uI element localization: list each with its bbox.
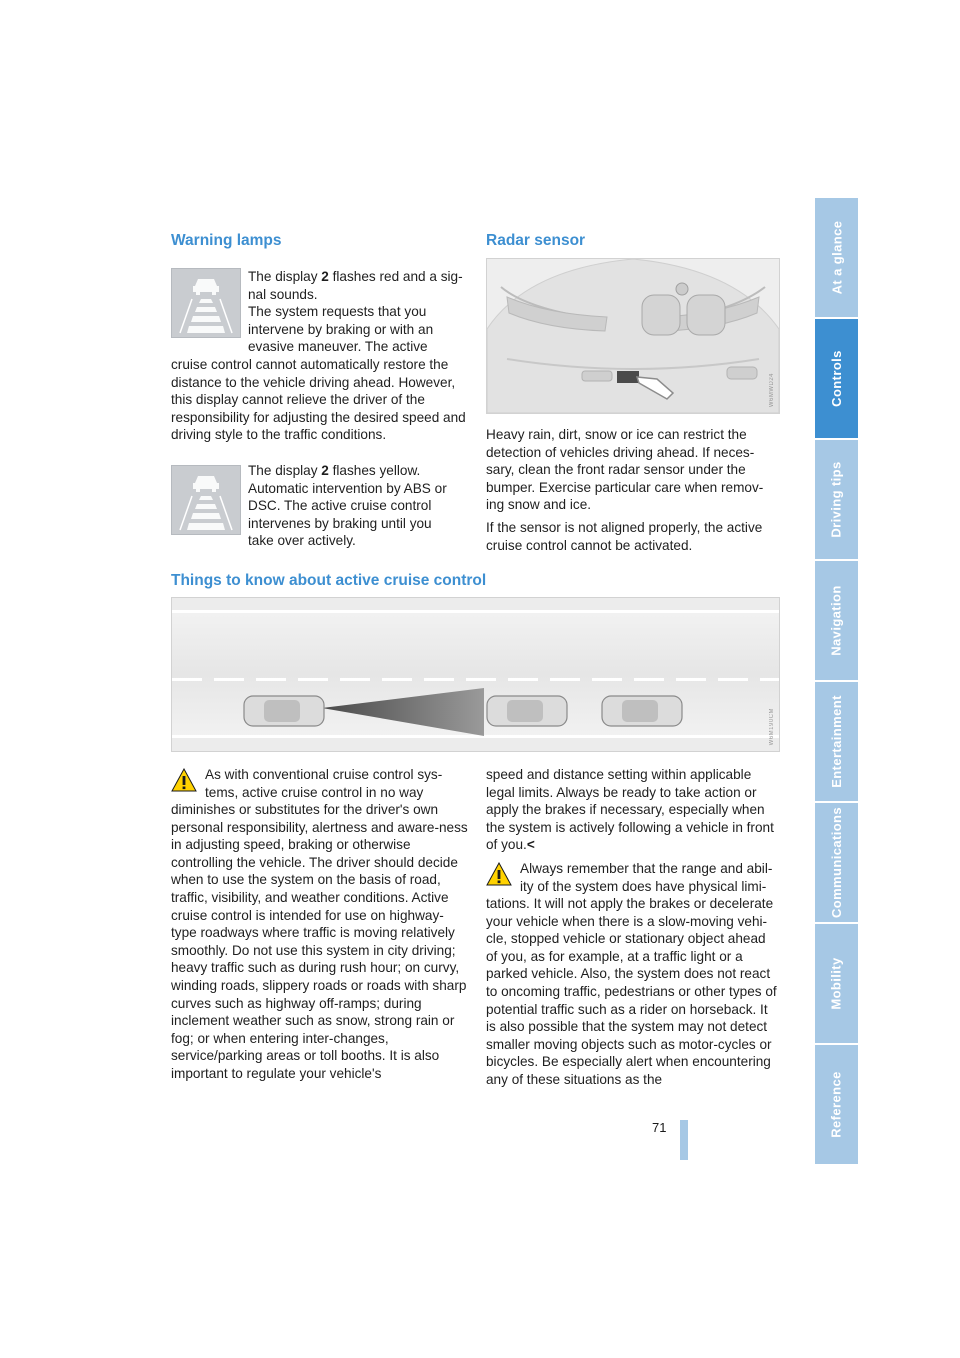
lamp1-body: cruise control cannot automatically restore the distance to the vehicle driving ahead. However, this display cannot relieve the driver of the responsibility for adjusting the desired speed and driving style to the traffic conditions. xyxy=(171,357,466,443)
page-number: 71 xyxy=(652,1120,667,1135)
tab-entertainment[interactable]: Entertainment xyxy=(815,682,858,801)
tab-navigation[interactable]: Navigation xyxy=(815,561,858,680)
cruise-control-vehicle-ahead-icon xyxy=(172,269,240,337)
road-illustration xyxy=(172,598,779,751)
lamp1-intro: The display 2 flashes red and a sig-nal sounds. The system requests that you intervene by braking or with an evasive maneuver. The active xyxy=(248,269,463,355)
yellow-lamp-image xyxy=(171,465,241,535)
tab-at-a-glance[interactable]: At a glance xyxy=(815,198,858,317)
diagram-image-code: W6M190CM xyxy=(769,707,775,745)
radar-sensor-heading: Radar sensor xyxy=(486,232,586,249)
red-lamp-image xyxy=(171,268,241,338)
cruise-control-vehicle-ahead-icon xyxy=(172,466,240,534)
things-to-know-heading: Things to know about active cruise control xyxy=(171,572,487,589)
warning1-body: diminishes or substitutes for the driver's own personal responsibility, alertness and aware-ness in adjusting speed, braking or otherwise controlling the vehicle. The driver should decide when to use the system on the basis of road, traffic, visibility, and weather conditions. Active cruise control is intended for use on highway-type roadways where traffic is moving relatively smoothly. Do not use this system in city driving; heavy traffic such as during rush hour; on curvy, winding roads, slippery roads or roads with sharp curves such as highway off-ramps; during inclement weather such as snow, strong rain or fog; or when entering inter-changes, service/parking areas or toll booths. It is also important to regulate your vehicle's xyxy=(171,802,468,1081)
warning2-body: tations. It will not apply the brakes or decelerate your vehicle when there is a slow-moving vehi-cle, stopped vehicle or stationary object ahead of you, as for example, at a traffic light or a parked vehicle. Also, the system does not react to oncoming traffic, pedestrians or other types of potential traffic such as a rider on horseback. It is also possible that the system may not detect smaller moving objects such as motor-cycles or bicycles. Be especially alert when encountering any of these situations as the xyxy=(486,896,777,1087)
tab-communications[interactable]: Communications xyxy=(815,803,858,922)
warning-triangle-icon xyxy=(486,862,512,886)
warning1-continued: speed and distance setting within applicable legal limits. Always be ready to take action or apply the brakes if necessary, especially when the system is actively following a vehicle in front of you.< xyxy=(486,767,774,853)
tab-driving-tips[interactable]: Driving tips xyxy=(815,440,858,559)
radar-para1: Heavy rain, dirt, snow or ice can restrict the detection of vehicles driving ahead. If neces-sary, clean the front radar sensor under the bumper. Exercise particular care when remov-ing snow and ice. xyxy=(486,427,764,513)
chapter-tabs xyxy=(815,198,858,1160)
tab-mobility[interactable]: Mobility xyxy=(815,924,858,1043)
tab-reference[interactable]: Reference xyxy=(815,1045,858,1164)
warning-lamps-heading: Warning lamps xyxy=(171,232,282,249)
tab-controls[interactable]: Controls xyxy=(815,319,858,438)
page-number-bar xyxy=(680,1120,688,1160)
radar-image-code: W6MWD24 xyxy=(769,372,775,407)
radar-sensor-image xyxy=(486,258,780,414)
warning-triangle-icon xyxy=(171,768,197,792)
warning1-first-lines: As with conventional cruise control sys- tems, active cruise control in no way xyxy=(205,767,443,800)
radar-para2: If the sensor is not aligned properly, the active cruise control cannot be activated. xyxy=(486,520,763,553)
cruise-control-diagram xyxy=(171,597,780,752)
car-front-illustration xyxy=(487,259,779,413)
lamp2-text: The display 2 flashes yellow. Automatic intervention by ABS or DSC. The active cruise control intervenes by braking until you take over actively. xyxy=(248,463,447,549)
warning2-first-lines: Always remember that the range and abil- ity of the system does have physical limi- xyxy=(520,861,773,894)
